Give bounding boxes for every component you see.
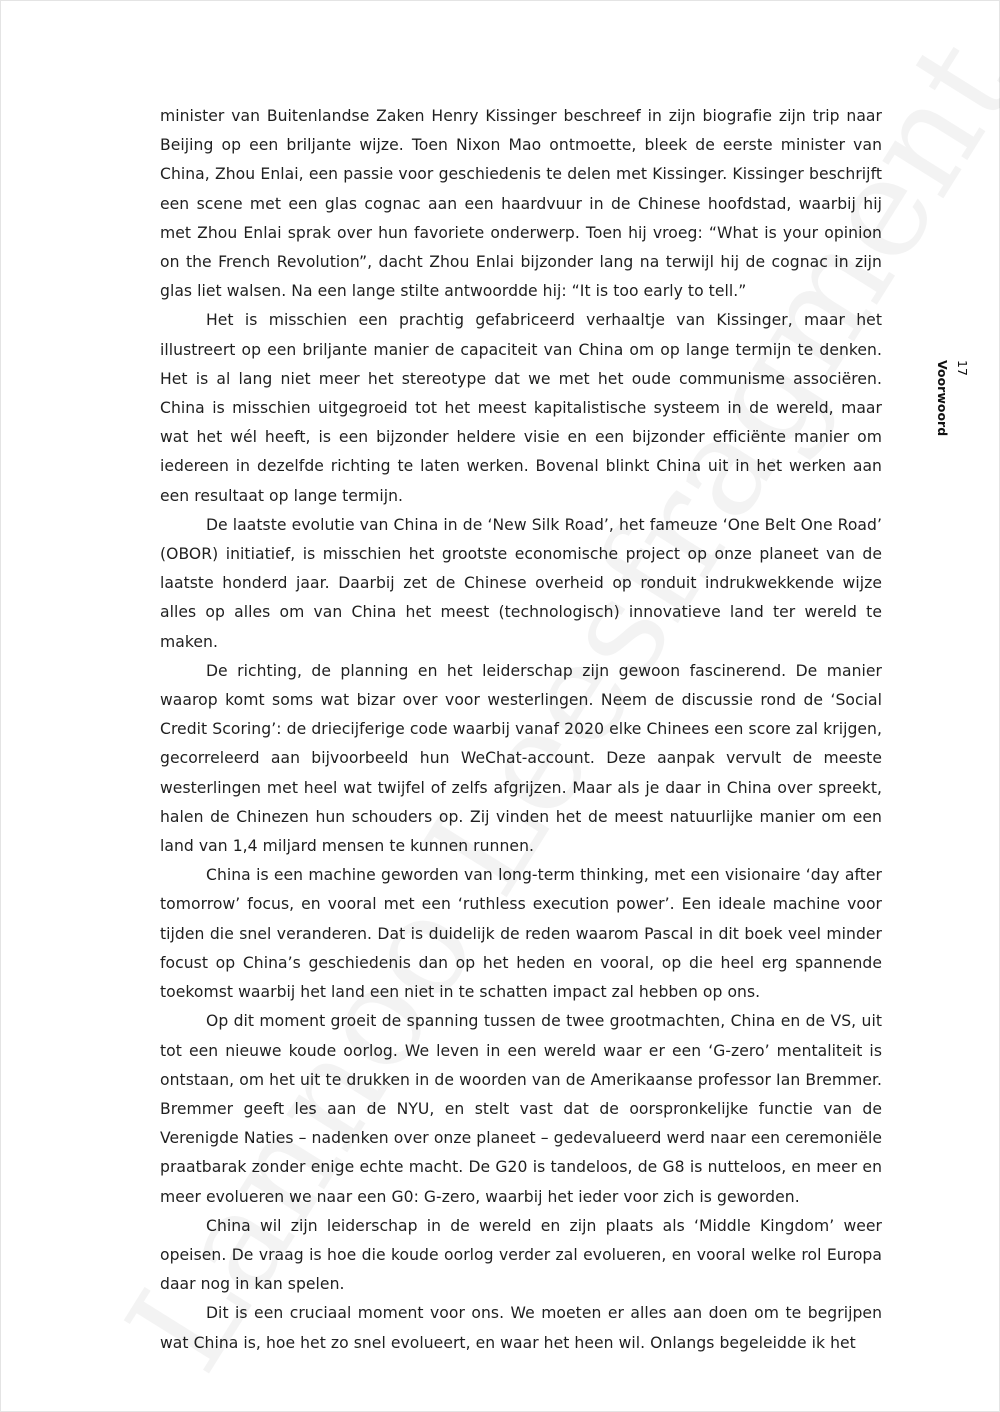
page-number: 17 — [955, 360, 970, 376]
section-title: Voorwoord — [935, 360, 950, 437]
paragraph-8: Dit is een cruciaal moment voor ons. We moeten er alles aan doen om te begrijpen wat China is, hoe het zo snel evolueert, en waar het heen wil. Onlangs begeleidde ik het — [160, 1304, 882, 1352]
paragraph-6: Op dit moment groeit de spanning tussen de twee grootmachten, China en de VS, uit tot een nieuwe koude oorlog. We leven in een wereld waar er een ‘G-zero’ mentaliteit is ontstaan, om het uit te drukken in de woorden van de Amerikaanse professor Ian Bremmer. Bremmer geeft les aan de NYU, en stelt vast dat de oorspronkelijke functie van de Verenigde Naties – nadenken over onze planeet – gedevalueerd werd naar een ceremoniële praatbarak zonder enige echte macht. De G20 is tandeloos, de G8 is nutteloos, en meer en meer evolueren we naar een G0: G-zero, waarbij het ieder voor zich is geworden. — [160, 1012, 882, 1206]
paragraph-2: Het is misschien een prachtig gefabriceerd verhaaltje van Kissinger, maar het illustreert op een briljante manier de capaciteit van China om op lange termijn te denken. Het is al lang niet meer het stereotype dat we met het oude communisme associëren. China is misschien uitgegroeid tot het meest kapitalistische systeem in de wereld, maar wat het wél heeft, is een bijzonder heldere visie en een bijzonder efficiënte manier om iedereen in dezelfde richting te laten werken. Bovenal blinkt China uit in het werken aan een resultaat op lange termijn. — [160, 311, 882, 505]
paragraph-1: minister van Buitenlandse Zaken Henry Kissinger beschreef in zijn biografie zijn trip naar Beijing op een briljante wijze. Toen Nixon Mao ontmoette, bleek de eerste minister van China, Zhou Enlai, een passie voor geschiedenis te delen met Kissinger. Kissinger beschrijft een scene met een glas cognac aan een haardvuur in de Chinese hoofdstad, waarbij hij met Zhou Enlai sprak over hun favoriete onderwerp. Toen hij vroeg: “What is your opinion on the French Revolution”, dacht Zhou Enlai bijzonder lang na terwijl hij de cognac in zijn glas liet walsen. Na een lange stilte antwoordde hij: “It is too early to tell.” — [160, 107, 882, 301]
paragraph-7: China wil zijn leiderschap in de wereld en zijn plaats als ‘Middle Kingdom’ weer opeisen. De vraag is hoe die koude oorlog verder zal evolueren, en vooral welke rol Europa daar nog in kan spelen. — [160, 1216, 882, 1294]
paragraph-4: De richting, de planning en het leiderschap zijn gewoon fascinerend. De manier waarop komt soms wat bizar over voor westerlingen. Neem de discussie rond de ‘Social Credit Scoring’: de driecijferige code waarbij vanaf 2020 elke Chinees een score zal krijgen, gecorreleerd aan bijvoorbeeld hun WeChat-account. Deze aanpak vervult de meeste westerlingen met heel wat twijfel of zelfs afgrijzen. Maar als je daar in China over spreekt, halen de Chinezen hun schouders op. Zij vinden het de meest natuurlijke manier om een land van 1,4 miljard mensen te kunnen runnen. — [160, 661, 882, 856]
paragraph-3: De laatste evolutie van China in de ‘New Silk Road’, het fameuze ‘One Belt One Road’ (OBOR) initiatief, is misschien het grootste economische project op onze planeet van de laatste honderd jaar. Daarbij zet de Chinese overheid op ronduit indrukwekkende wijze alles op alles om van China het meest (technologisch) innovatieve land ter wereld te maken. — [160, 515, 882, 651]
paragraph-5: China is een machine geworden van long-term thinking, met een visionaire ‘day after tomorrow’ focus, en vooral met een ‘ruthless execution power’. Een ideale machine voor tijden die snel veranderen. Dat is duidelijk de reden waarom Pascal in dit boek veel minder focust op China’s geschiedenis dan op het heden en vooral, op die heel erg spannende toekomst waarbij het land een niet in te schatten impact zal hebben op ons. — [160, 866, 882, 1002]
running-margin — [935, 360, 972, 446]
body-text — [160, 102, 882, 1358]
